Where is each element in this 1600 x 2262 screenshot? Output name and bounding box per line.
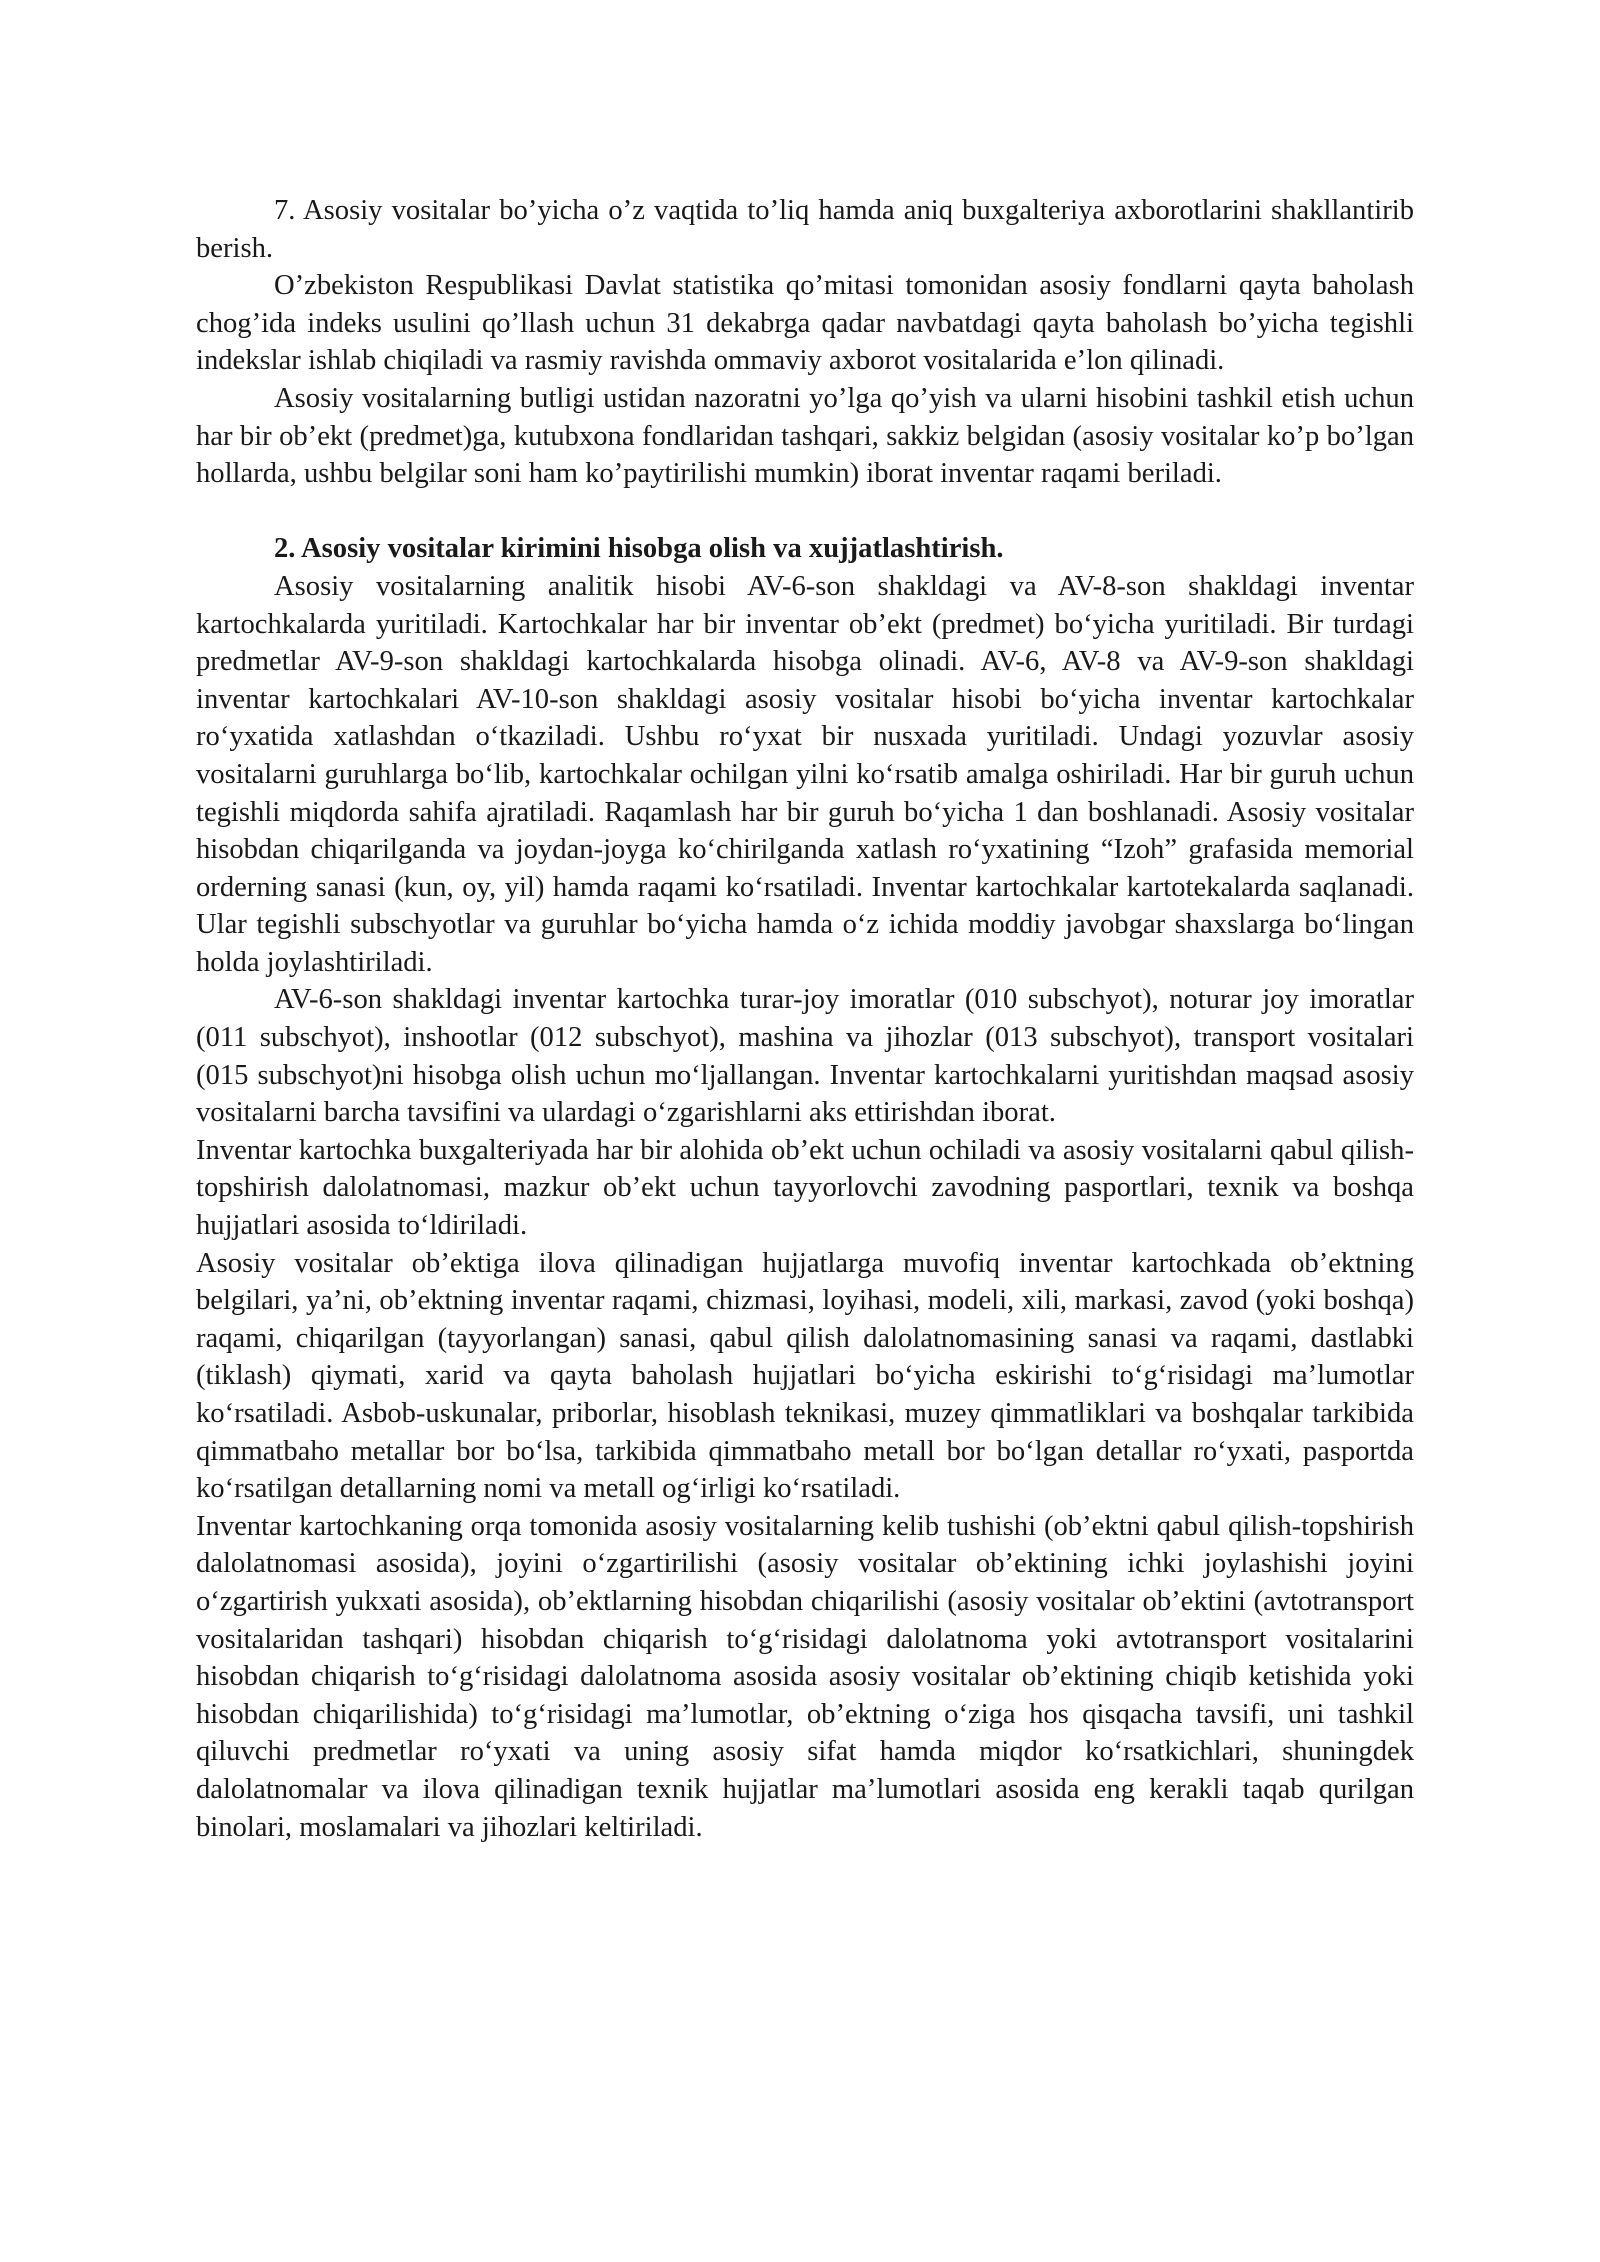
paragraph-card-back: Inventar kartochkaning orqa tomonida asosiy vositalarning kelib tushishi (ob’ektni qabul qilish-topshirish dalolatnomasi asosida), joyini o‘zgartirilishi (asosiy vositalar ob’ektining ichki joylashishi joyini o‘zgartirish yukxati asosida), ob’ektlarning hisobdan chiqarilishi (asosiy vositalar ob’ektini (avtotransport vositalaridan tashqari) hisobdan chiqarish to‘g‘risidagi dalolatnoma yoki avtotransport vositalarini hisobdan chiqarish to‘g‘risidagi dalolatnoma asosida asosiy vositalar ob’ektining chiqib ketishida yoki hisobdan chiqarilishida) to‘g‘risidagi ma’lumotlar, ob’ektning o‘ziga hos qisqacha tavsifi, uni tashkil qiluvchi predmetlar ro‘yxati va uning asosiy sifat hamda miqdor ko‘rsatkichlari, shuningdek dalolatnomalar va ilova qilinadigan texnik hujjatlar ma’lumotlari asosida eng kerakli taqab qurilgan binolari, moslamalari va jihozlari keltiriladi.	[196, 1510, 1414, 1843]
paragraph-av6-card: AV-6-son shakldagi inventar kartochka turar-joy imoratlar (010 subschyot), noturar joy imoratlar (011 subschyot), inshootlar (012 subschyot), mashina va jihozlar (013 subschyot), transport vositalari (015 subschyot)ni hisobga olish uchun mo‘ljallangan. Inventar kartochkalarni yuritishdan maqsad asosiy vositalarni barcha tavsifini va ulardagi o‘zgarishlarni aks ettirishdan iborat.	[196, 984, 1414, 1129]
document-body	[196, 192, 1414, 1846]
paragraph-item-7: 7. Asosiy vositalar bo’yicha o’z vaqtida to’liq hamda aniq buxgalteriya axborotlarini shakllantirib berish.	[196, 195, 1414, 264]
section-heading: 2. Asosiy vositalar kirimini hisobga olish va xujjatlashtirish.	[274, 533, 1004, 565]
paragraph-index-method: O’zbekiston Respublikasi Davlat statistika qo’mitasi tomonidan asosiy fondlarni qayta baholash chog’ida indeks usulini qo’llash uchun 31 dekabrga qadar navbatdagi qayta baholash bo’yicha tegishli indekslar ishlab chiqiladi va rasmiy ravishda ommaviy axborot vositalarida e’lon qilinadi.	[196, 270, 1414, 377]
paragraph-analytic-accounting: Asosiy vositalarning analitik hisobi AV-6-son shakldagi va AV-8-son shakldagi inventar kartochkalarda yuritiladi. Kartochkalar har bir inventar ob’ekt (predmet) bo‘yicha yuritiladi. Bir turdagi predmetlar AV-9-son shakldagi kartochkalarda hisobga olinadi. AV-6, AV-8 va AV-9-son shakldagi inventar kartochkalari AV-10-son shakldagi asosiy vositalar hisobi bo‘yicha inventar kartochkalar ro‘yxatida xatlashdan o‘tkaziladi. Ushbu ro‘yxat bir nusxada yuritiladi. Undagi yozuvlar asosiy vositalarni guruhlarga bo‘lib, kartochkalar ochilgan yilni ko‘rsatib amalga oshiriladi. Har bir guruh uchun tegishli miqdorda sahifa ajratiladi. Raqamlash har bir guruh bo‘yicha 1 dan boshlanadi. Asosiy vositalar hisobdan chiqarilganda va joydan-joyga ko‘chirilganda xatlash ro‘yxatining “Izoh” grafasida memorial orderning sanasi (kun, oy, yil) hamda raqami ko‘rsatiladi. Inventar kartochkalar kartotekalarda saqlanadi. Ular tegishli subschyotlar va guruhlar bo‘yicha hamda o‘z ichida moddiy javobgar shaxslarga bo‘lingan holda joylashtiriladi.	[196, 570, 1414, 978]
paragraph-card-opening: Inventar kartochka buxgalteriyada har bir alohida ob’ekt uchun ochiladi va asosiy vositalarni qabul qilish-topshirish dalolatnomasi, mazkur ob’ekt uchun tayyorlovchi zavodning pasportlari, texnik va boshqa hujjatlari asosida to‘ldiriladi.	[196, 1134, 1414, 1242]
paragraph-gap	[196, 493, 1414, 531]
paragraph-inventory-number: Asosiy vositalarning butligi ustidan nazoratni yo’lga qo’yish va ularni hisobini tashkil etish uchun har bir ob’ekt (predmet)ga, kutubxona fondlaridan tashqari, sakkiz belgidan (asosiy vositalar ko’p bo’lgan hollarda, ushbu belgilar soni ham ko’paytirilishi mumkin) iborat inventar raqami beriladi.	[196, 382, 1414, 490]
paragraph-card-details: Asosiy vositalar ob’ektiga ilova qilinadigan hujjatlarga muvofiq inventar kartochkada ob’ektning belgilari, ya’ni, ob’ektning inventar raqami, chizmasi, loyihasi, modeli, xili, markasi, zavod (yoki boshqa) raqami, chiqarilgan (tayyorlangan) sanasi, qabul qilish dalolatnomasining sanasi va raqami, dastlabki (tiklash) qiymati, xarid va qayta baholash hujjatlari bo‘yicha eskirishi to‘g‘risidagi ma’lumotlar ko‘rsatiladi. Asbob-uskunalar, priborlar, hisoblash teknikasi, muzey qimmatliklari va boshqalar tarkibida qimmatbaho metallar bor bo‘lsa, tarkibida qimmatbaho metall bor bo‘lgan detallar ro‘yxati, pasportda ko‘rsatilgan detallarning nomi va metall og‘irligi ko‘rsatiladi.	[196, 1247, 1414, 1505]
